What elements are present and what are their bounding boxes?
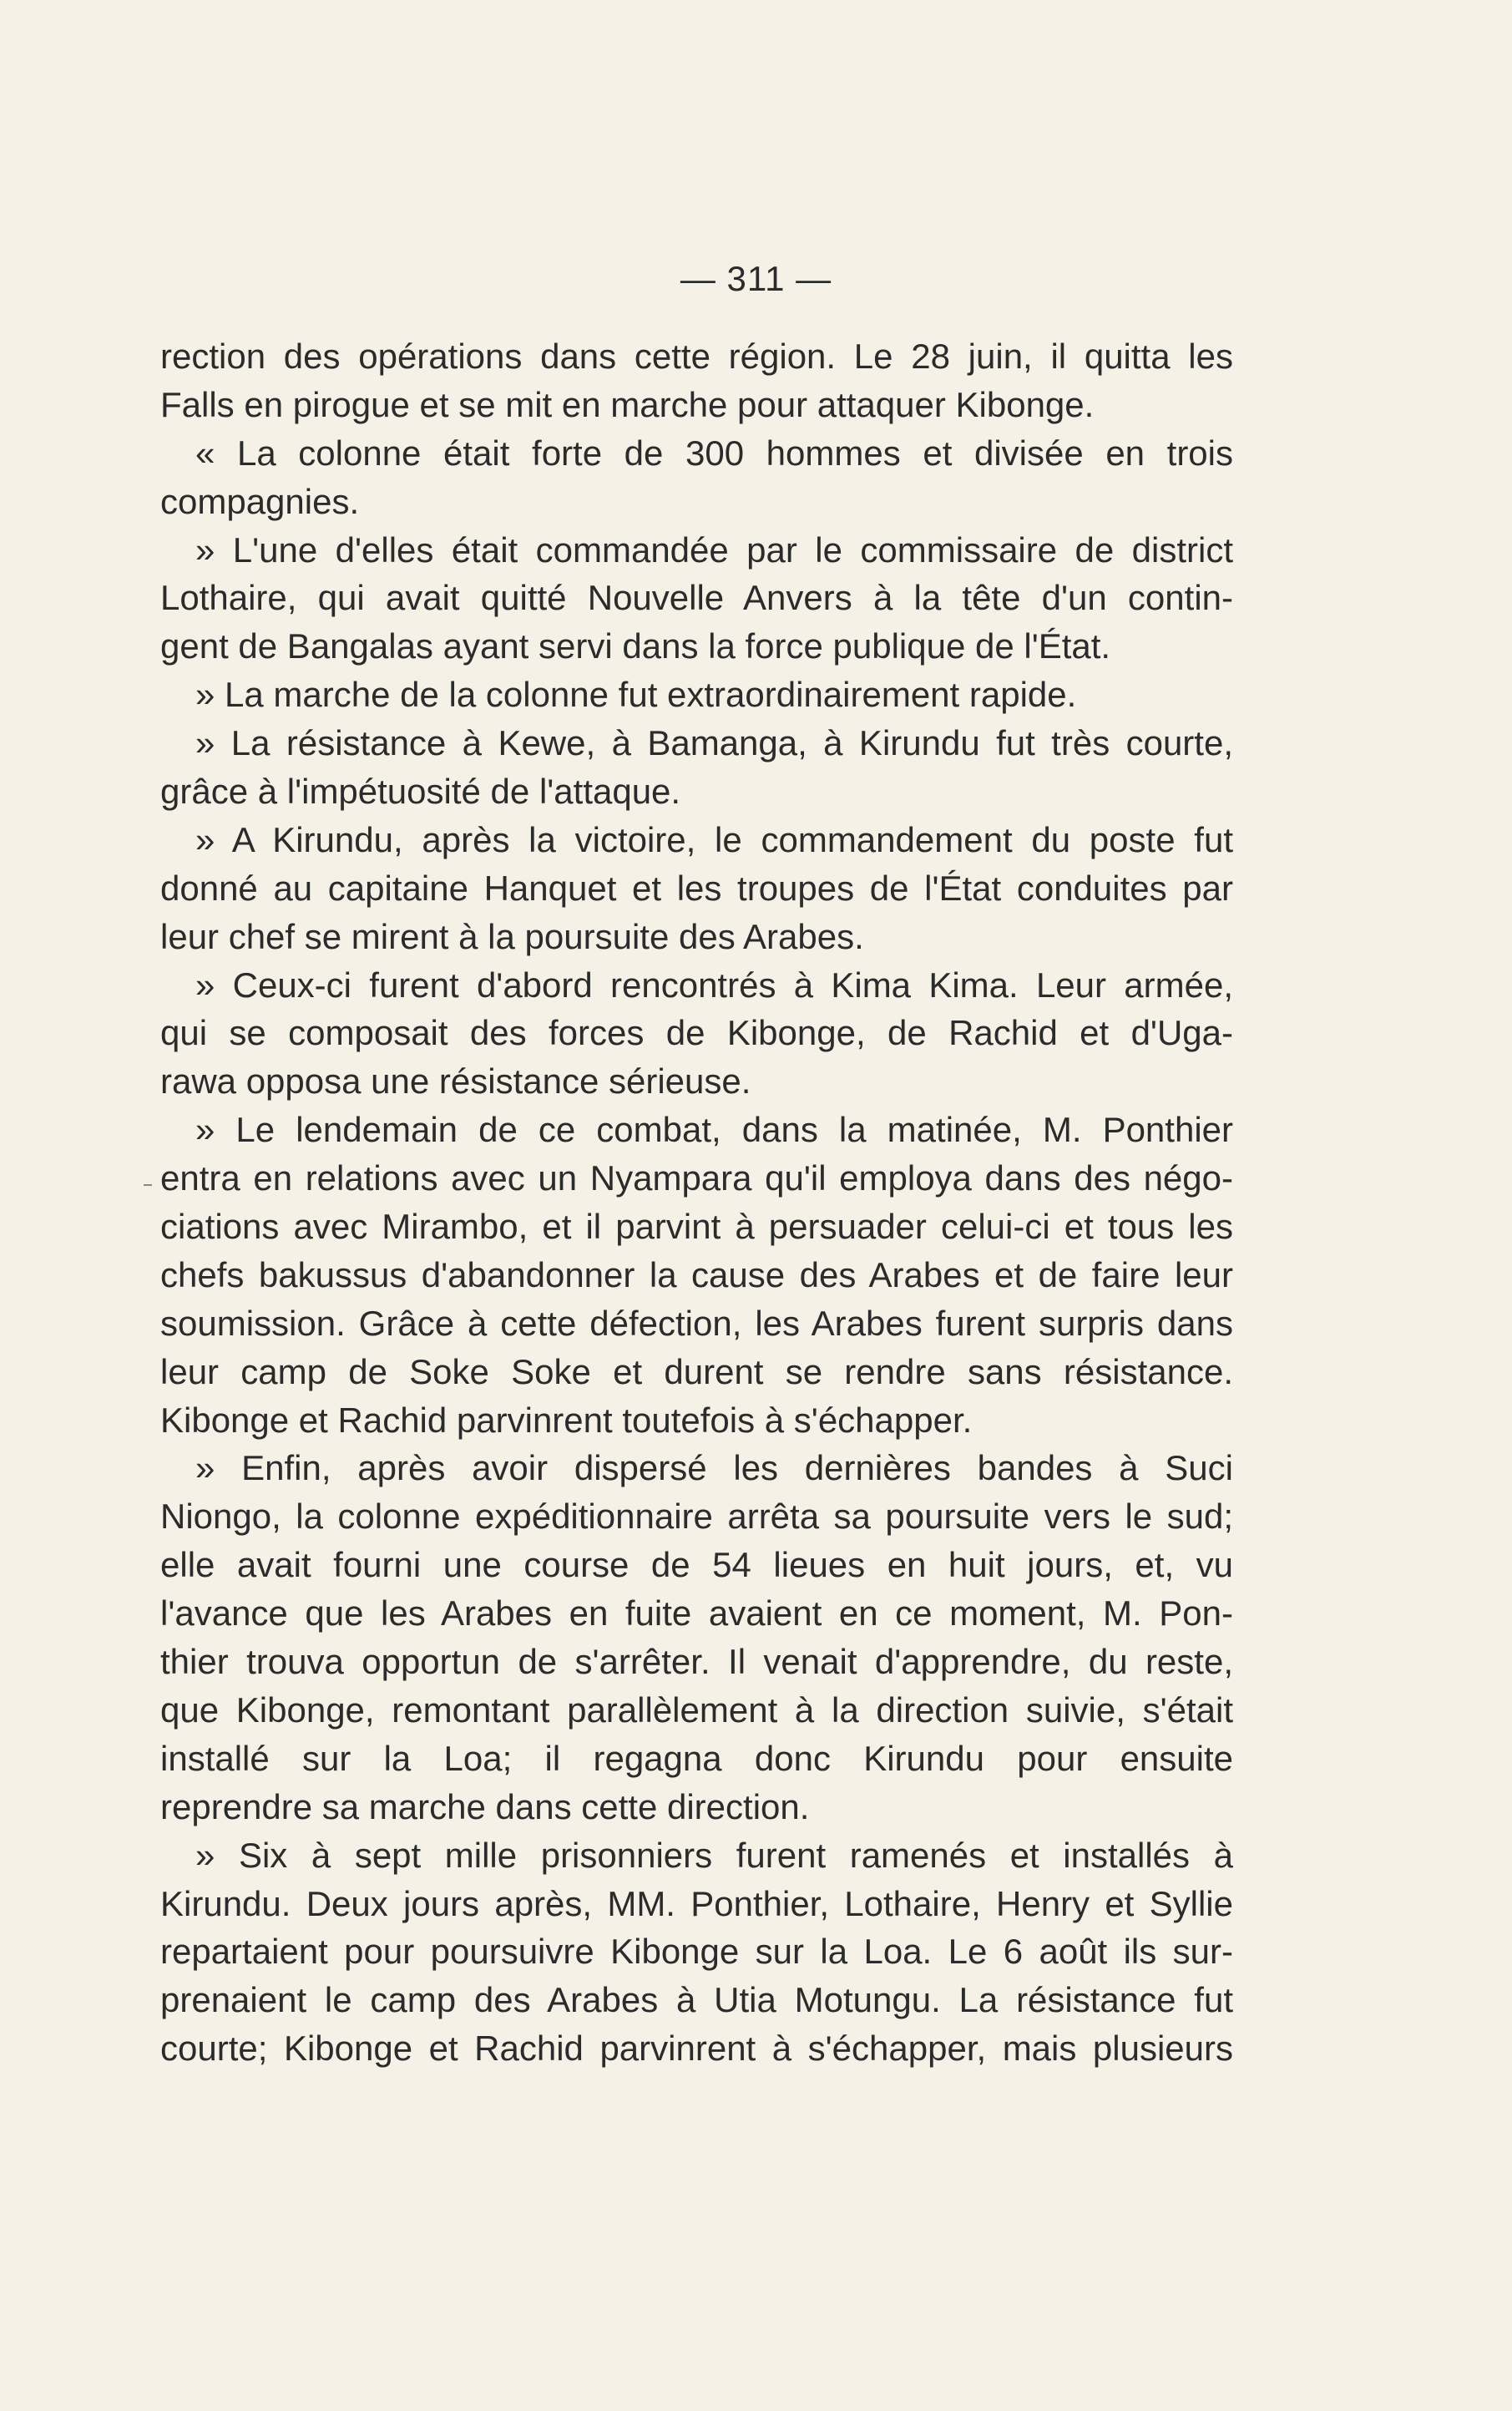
text-line: leur chef se mirent à la poursuite des Arabes. <box>160 916 864 956</box>
text-line: Falls en pirogue et se mit en marche pour attaquer Kibonge. <box>160 384 1095 424</box>
text-line: reprendre sa marche dans cette direction. <box>160 1786 810 1826</box>
text-line: Lothaire, qui avait quitté Nouvelle Anvers à la tête d'un contin- <box>160 578 1233 618</box>
text-line: « La colonne était forte de 300 hommes et divisée en trois <box>195 433 1233 473</box>
text-line: courte; Kibonge et Rachid parvinrent à s'échapper, mais plusieurs <box>160 2029 1233 2069</box>
text-line: rection des opérations dans cette région. Le 28 juin, il quitta les <box>160 337 1233 376</box>
text-line: leur camp de Soke Soke et durent se rendre sans résistance. <box>160 1351 1233 1391</box>
text-line: entra en relations avec un Nyampara qu'il employa dans des négo- <box>160 1158 1233 1198</box>
text-line: prenaient le camp des Arabes à Utia Motungu. La résistance fut <box>160 1980 1233 2020</box>
text-line: thier trouva opportun de s'arrêter. Il venait d'apprendre, du reste, <box>160 1642 1233 1682</box>
text-line: elle avait fourni une course de 54 lieues en huit jours, et, vu <box>160 1545 1233 1585</box>
text-line: » Ceux-ci furent d'abord rencontrés à Kima Kima. Leur armée, <box>195 965 1233 1005</box>
text-line: Kibonge et Rachid parvinrent toutefois à s'échapper. <box>160 1400 973 1440</box>
text-line: » A Kirundu, après la victoire, le commandement du poste fut <box>195 819 1233 859</box>
text-line: Kirundu. Deux jours après, MM. Ponthier, Lothaire, Henry et Syllie <box>160 1883 1233 1923</box>
text-line: rawa opposa une résistance sérieuse. <box>160 1061 751 1102</box>
text-line: installé sur la Loa; il regagna donc Kirundu pour ensuite <box>160 1738 1233 1778</box>
text-line: gent de Bangalas ayant servi dans la force publique de l'État. <box>160 626 1111 666</box>
text-line: Niongo, la colonne expéditionnaire arrêta sa poursuite vers le sud; <box>160 1497 1233 1537</box>
text-line: » L'une d'elles était commandée par le commissaire de district <box>195 529 1233 570</box>
text-line: » Six à sept mille prisonniers furent ramenés et installés à <box>195 1835 1233 1875</box>
margin-dash-mark <box>144 1184 152 1186</box>
text-line: » La marche de la colonne fut extraordinairement rapide. <box>195 675 1077 715</box>
text-line: compagnies. <box>160 481 360 521</box>
text-line: que Kibonge, remontant parallèlement à la direction suivie, s'était <box>160 1689 1233 1730</box>
text-line: repartaient pour poursuivre Kibonge sur la Loa. Le 6 août ils sur- <box>160 1932 1233 1972</box>
text-line: soumission. Grâce à cette défection, les Arabes furent surpris dans <box>160 1303 1233 1343</box>
text-line: ciations avec Mirambo, et il parvint à persuader celui-ci et tous les <box>160 1207 1233 1247</box>
text-line: » Le lendemain de ce combat, dans la matinée, M. Ponthier <box>195 1110 1233 1150</box>
text-line: chefs bakussus d'abandonner la cause des Arabes et de faire leur <box>160 1254 1233 1294</box>
page-number: — 311 — <box>680 259 832 298</box>
text-line: qui se composait des forces de Kibonge, de Rachid et d'Uga- <box>160 1013 1233 1053</box>
text-line: » Enfin, après avoir dispersé les dernières bandes à Suci <box>195 1448 1233 1488</box>
body-text <box>160 332 1233 2073</box>
text-line: grâce à l'impétuosité de l'attaque. <box>160 772 681 812</box>
text-line: » La résistance à Kewe, à Bamanga, à Kirundu fut très courte, <box>195 723 1233 763</box>
text-line: donné au capitaine Hanquet et les troupes de l'État conduites par <box>160 868 1233 908</box>
text-line: l'avance que les Arabes en fuite avaient en ce moment, M. Pon- <box>160 1593 1233 1634</box>
